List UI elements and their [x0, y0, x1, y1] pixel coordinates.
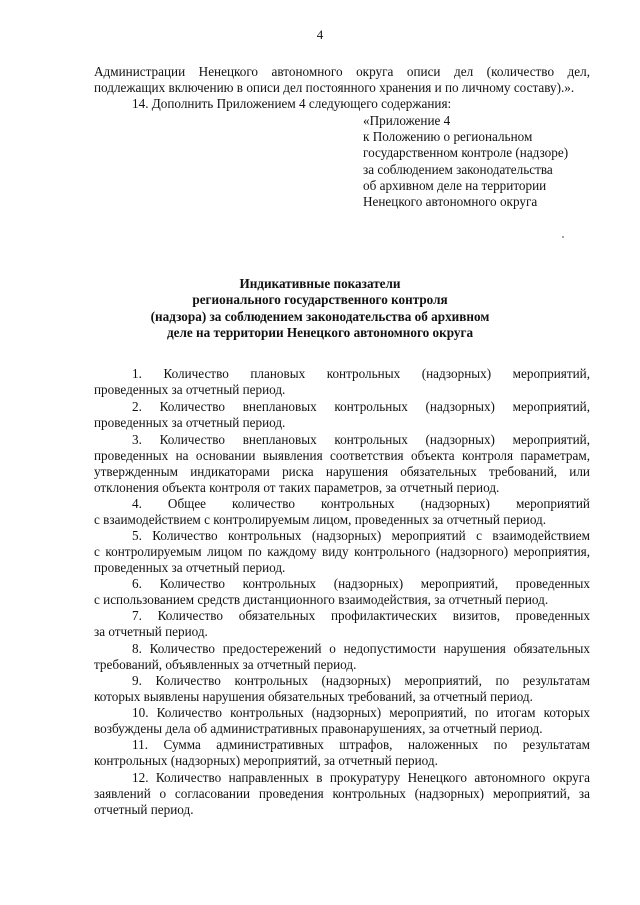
- indicator-11-rest: контрольных (надзорных) мероприятий, за отчетный период.: [94, 753, 438, 768]
- appendix-line: Ненецкого автономного округа: [363, 194, 538, 210]
- scan-speck: [562, 236, 564, 238]
- indicator-10-first: 10. Количество контрольных (надзорных) мероприятий, по итогам которых: [132, 705, 590, 720]
- indicator-3-first: 3. Количество внеплановых контрольных (надзорных) мероприятий,: [132, 432, 590, 447]
- indicator-9-first: 9. Количество контрольных (надзорных) мероприятий, по результатам: [132, 673, 590, 688]
- indicator-1-first: 1. Количество плановых контрольных (надзорных) мероприятий,: [132, 366, 590, 381]
- appendix-line: за соблюдением законодательства: [363, 161, 553, 177]
- item-14: 14. Дополнить Приложением 4 следующего содержания:: [132, 96, 452, 111]
- intro-line-2: подлежащих включению в описи дел постоянного хранения и по личному составу).».: [94, 80, 575, 95]
- indicator-12-rest: заявлений о согласовании проведения контрольных (надзорных) мероприятий, за отчетный период.: [94, 786, 590, 818]
- indicator-2-rest: проведенных за отчетный период.: [94, 415, 286, 430]
- appendix-header: [363, 113, 608, 210]
- indicator-9-rest: которых выявлены нарушения обязательных требований, за отчетный период.: [94, 689, 533, 704]
- indicator-5-first: 5. Количество контрольных (надзорных) мероприятий с взаимодействием: [132, 528, 590, 543]
- indicator-5-rest: с контролируемым лицом по каждому виду контрольного (надзорного) мероприятия, проведенных за отчетный период.: [94, 544, 590, 576]
- indicator-8-first: 8. Количество предостережений о недопустимости нарушения обязательных: [132, 641, 590, 656]
- indicator-8-rest: требований, объявленных за отчетный период.: [94, 657, 357, 672]
- appendix-line: «Приложение 4: [363, 113, 451, 128]
- appendix-line: об архивном деле на территории: [363, 177, 547, 193]
- title-line: (надзора) за соблюдением законодательства об архивном: [150, 308, 490, 324]
- appendix-line: к Положению о региональном: [363, 129, 533, 145]
- indicator-2-first: 2. Количество внеплановых контрольных (надзорных) мероприятий,: [132, 399, 590, 414]
- indicator-10-rest: возбуждены дела об административных правонарушениях, за отчетный период.: [94, 721, 543, 736]
- intro-line-1: Администрации Ненецкого автономного округа описи дел (количество дел,: [94, 64, 590, 79]
- indicator-6-rest: с использованием средств дистанционного взаимодействия, за отчетный период.: [94, 592, 549, 607]
- indicator-7-rest: за отчетный период.: [94, 624, 208, 639]
- title-line: регионального государственного контроля: [192, 292, 448, 308]
- indicator-6-first: 6. Количество контрольных (надзорных) мероприятий, проведенных: [132, 576, 590, 591]
- indicator-1-rest: проведенных за отчетный период.: [94, 382, 286, 397]
- indicator-4-rest: с взаимодействием с контролируемым лицом, проведенных за отчетный период.: [94, 512, 547, 527]
- appendix-line: государственном контроле (надзоре): [363, 145, 569, 161]
- indicator-11-first: 11. Сумма административных штрафов, наложенных по результатам: [132, 737, 590, 752]
- title-line: Индикативные показатели: [239, 276, 401, 291]
- indicator-7-first: 7. Количество обязательных профилактических визитов, проведенных: [132, 608, 590, 623]
- title-line: деле на территории Ненецкого автономного округа: [166, 324, 474, 340]
- page-number: 4: [316, 27, 324, 42]
- indicator-12-first: 12. Количество направленных в прокуратуру Ненецкого автономного округа: [132, 770, 590, 785]
- indicator-4-first: 4. Общее количество контрольных (надзорных) мероприятий: [132, 496, 590, 511]
- indicator-3-rest: проведенных на основании выявления соответствия объекта контроля параметрам, утвержденным индикаторами риска нарушения обязательных требований, или отклонения объекта контроля от таких параметров, за отчетный период.: [94, 448, 590, 496]
- document-title: [120, 276, 520, 341]
